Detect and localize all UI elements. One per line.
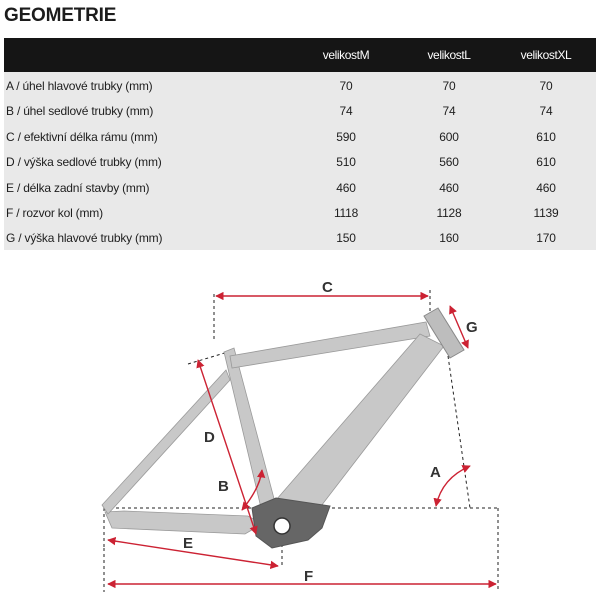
cell-xl: 1139 (533, 206, 559, 220)
cell-xl: 170 (536, 231, 556, 246)
label-f: F (304, 568, 314, 585)
label-c: C (322, 279, 333, 296)
cell-l: 74 (442, 104, 456, 119)
table-row (4, 201, 596, 226)
cell-xl: 74 (539, 104, 553, 119)
cell-l: 460 (439, 180, 459, 195)
geometry-table-body (4, 72, 596, 250)
cell-l: 70 (442, 79, 456, 93)
cell-m: 590 (336, 129, 356, 144)
cell-xl: 70 (539, 79, 553, 93)
table-row (4, 176, 596, 201)
table-header (4, 38, 596, 72)
row-label: B / úhel sedlové trubky (mm) (6, 104, 154, 119)
cell-m: 70 (339, 79, 353, 93)
row-label: A / úhel hlavové trubky (mm) (6, 79, 153, 93)
cell-l: 600 (439, 129, 459, 144)
cell-m: 150 (336, 231, 356, 246)
table-row (4, 99, 596, 124)
cell-l: 160 (439, 231, 459, 246)
cell-xl: 610 (536, 129, 556, 144)
page-title: GEOMETRIE (4, 5, 117, 26)
row-label: F / rozvor kol (mm) (6, 206, 103, 220)
motor-unit (252, 498, 330, 548)
cell-m: 74 (339, 104, 353, 119)
label-b: B (218, 478, 229, 495)
row-label: D / výška sedlové trubky (mm) (6, 155, 162, 170)
label-e: E (183, 535, 194, 552)
column-header-l: velikostL (427, 48, 471, 62)
cell-xl: 610 (536, 155, 556, 170)
cell-l: 560 (439, 155, 459, 170)
cell-l: 1128 (436, 206, 462, 220)
bike-geometry-diagram (0, 262, 600, 600)
table-row (4, 150, 596, 175)
row-label: C / efektivní délka rámu (mm) (6, 129, 158, 144)
column-header-m: velikostM (322, 48, 370, 62)
table-row (4, 74, 596, 99)
cell-m: 510 (336, 155, 356, 170)
column-header-xl: velikostXL (520, 48, 572, 62)
row-label: G / výška hlavové trubky (mm) (6, 231, 163, 246)
label-a: A (430, 464, 441, 481)
cell-xl: 460 (536, 180, 556, 195)
label-d: D (204, 429, 215, 446)
label-g: G (466, 319, 478, 336)
table-row (4, 226, 596, 251)
row-label: E / délka zadní stavby (mm) (6, 180, 150, 195)
table-row (4, 125, 596, 150)
cell-m: 1118 (333, 206, 359, 220)
cell-m: 460 (336, 180, 356, 195)
